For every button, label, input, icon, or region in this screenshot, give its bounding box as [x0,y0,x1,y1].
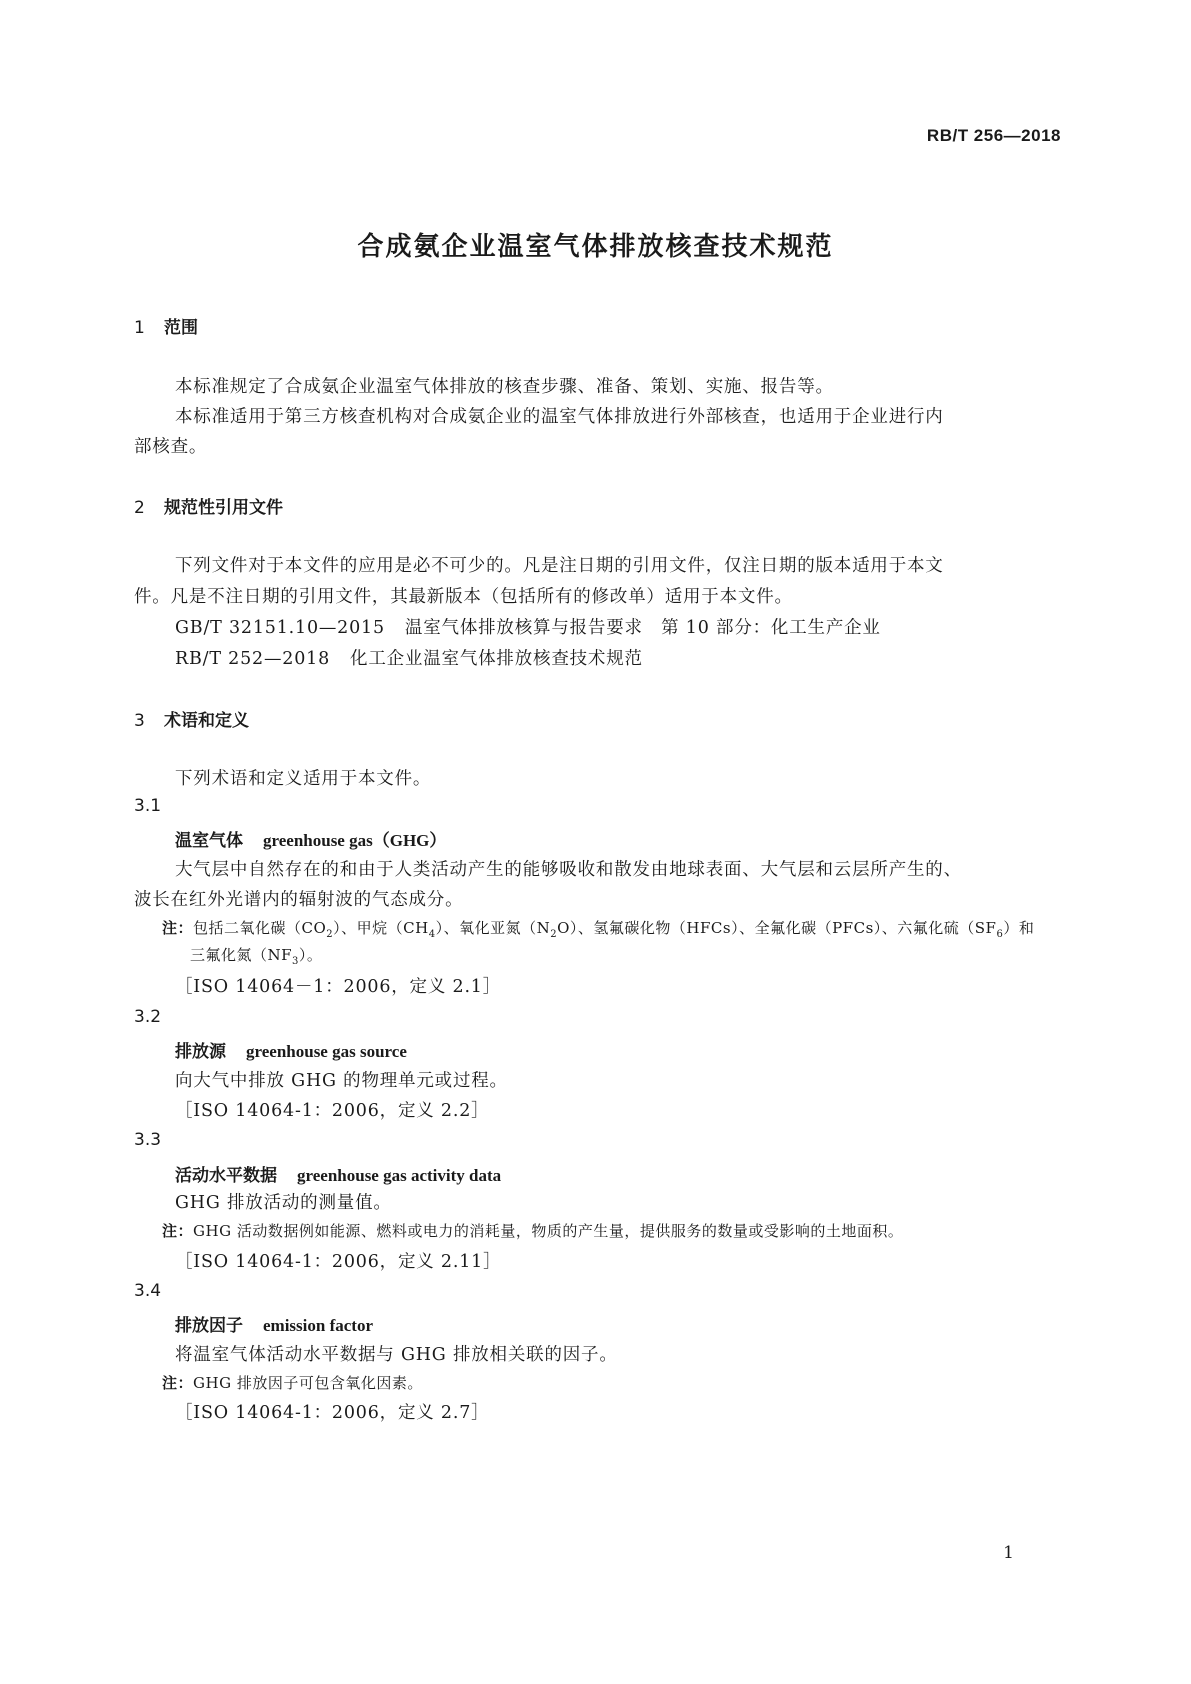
subscript: 6 [996,929,1004,940]
reference-name: 温室气体排放核算与报告要求 第 10 部分：化工生产企业 [404,618,881,638]
term-en: greenhouse gas source [246,1042,407,1061]
term-en: greenhouse gas（GHG） [263,831,447,850]
paragraph: 下列术语和定义适用于本文件。 [175,769,432,789]
subscript: 2 [326,929,334,940]
term-zh: 排放源 [175,1042,226,1062]
note-text: GHG 活动数据例如能源、燃料或电力的消耗量，物质的产生量，提供服务的数量或受影响的土地面积。 [193,1222,904,1240]
section-number: 2 [134,498,145,518]
term-entry [175,1311,373,1336]
paragraph: 下列文件对于本文件的应用是必不可少的。凡是注日期的引用文件，仅注日期的版本适用于本文 [175,556,944,576]
note [162,1372,423,1393]
term-en: greenhouse gas activity data [297,1166,502,1185]
note-text: 三氟化氮（NF [190,946,293,964]
note-text: GHG 排放因子可包含氧化因素。 [193,1374,423,1392]
section-number: 3 [134,711,145,731]
paragraph: 部核查。 [134,437,208,457]
reference-code: RB/T 252—2018 [175,649,331,669]
page-number: 1 [1003,1543,1014,1563]
document-number: RB/T 256—2018 [926,126,1061,145]
definition: 大气层中自然存在的和由于人类活动产生的能够吸收和散发由地球表面、大气层和云层所产生的、 [175,860,962,880]
note-label: 注： [162,919,194,937]
section-3-heading [134,706,249,731]
term-en: emission factor [263,1316,374,1335]
note-text: ）。 [298,946,323,964]
subscript: 3 [292,956,299,967]
note-label: 注： [162,1374,194,1392]
clause-number: 3.4 [134,1281,162,1301]
section-1-heading [134,313,198,338]
source-citation: ［ISO 14064-1：2006，定义 2.2］ [175,1101,490,1121]
term-zh: 活动水平数据 [175,1166,277,1186]
term-zh: 排放因子 [175,1316,243,1336]
term-entry [175,1161,501,1186]
note-label: 注： [162,1222,194,1240]
section-title: 范围 [164,318,198,338]
section-title: 术语和定义 [164,711,249,731]
term-zh: 温室气体 [175,831,243,851]
section-number: 1 [134,318,145,338]
source-citation: ［ISO 14064－1：2006，定义 2.1］ [175,977,502,997]
source-citation: ［ISO 14064-1：2006，定义 2.11］ [175,1252,502,1272]
clause-number: 3.3 [134,1130,162,1150]
term-entry [175,826,446,851]
subscript: 2 [550,929,558,940]
definition: 将温室气体活动水平数据与 GHG 排放相关联的因子。 [175,1345,618,1365]
term-entry [175,1037,407,1062]
note-text: ）、氧化亚氮（N [435,919,551,937]
document-title: 合成氨企业温室气体排放核查技术规范 [357,232,834,262]
note-text: O）、氢氟碳化物（HFCs）、全氟化碳（PFCs）、六氟化硫（SF [557,919,997,937]
paragraph: 本标准适用于第三方核查机构对合成氨企业的温室气体排放进行外部核查，也适用于企业进行内 [175,407,944,427]
clause-number: 3.2 [134,1007,162,1027]
definition: GHG 排放活动的测量值。 [175,1193,392,1213]
note [162,917,1034,940]
note [190,944,322,967]
section-2-heading [134,493,283,518]
reference-name: 化工企业温室气体排放核查技术规范 [350,649,643,669]
reference-item [175,614,881,639]
note [162,1220,903,1241]
paragraph: 件。凡是不注日期的引用文件，其最新版本（包括所有的修改单）适用于本文件。 [134,587,793,607]
note-text: 包括二氧化碳（CO [193,919,327,937]
note-text: ）、甲烷（CH [333,919,429,937]
paragraph: 本标准规定了合成氨企业温室气体排放的核查步骤、准备、策划、实施、报告等。 [175,377,834,397]
clause-number: 3.1 [134,796,162,816]
section-title: 规范性引用文件 [164,498,283,518]
reference-item [175,645,643,670]
definition: 波长在红外光谱内的辐射波的气态成分。 [134,890,464,910]
definition: 向大气中排放 GHG 的物理单元或过程。 [175,1071,508,1091]
source-citation: ［ISO 14064-1：2006，定义 2.7］ [175,1403,490,1423]
subscript: 4 [428,929,436,940]
note-text: ）和 [1003,919,1035,937]
reference-code: GB/T 32151.10—2015 [175,618,385,638]
